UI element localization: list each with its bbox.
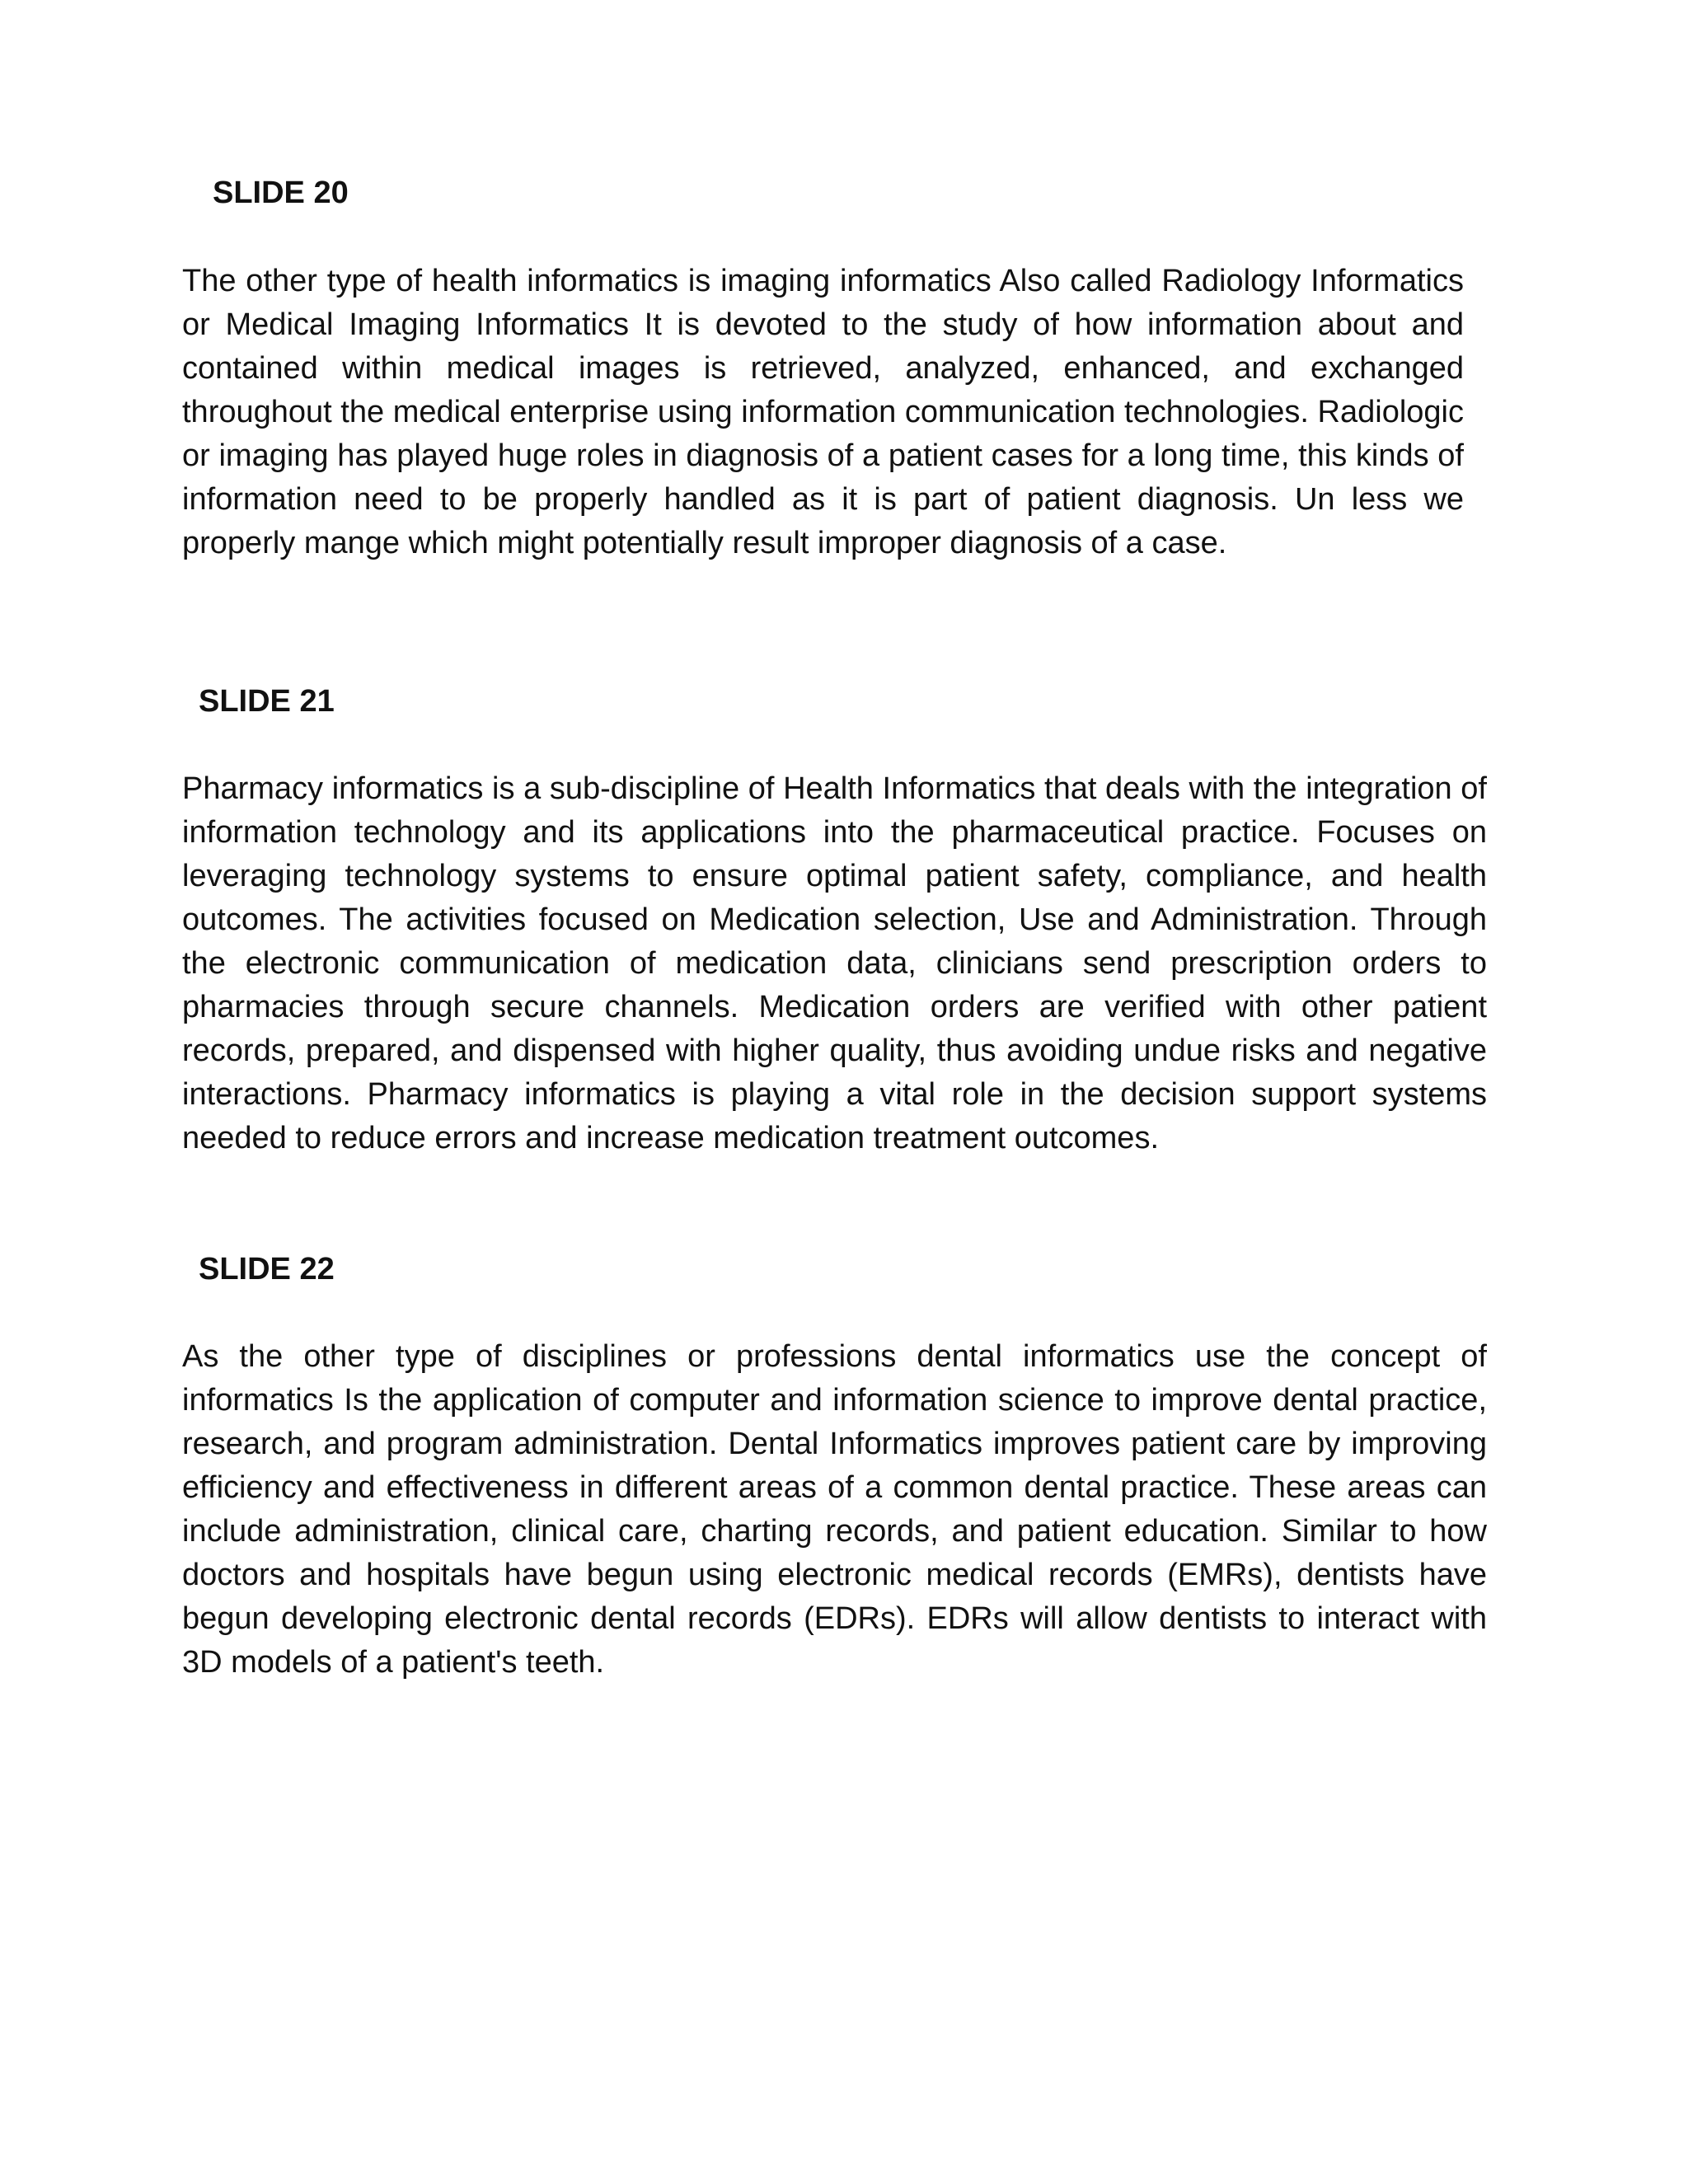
slide-21-paragraph: Pharmacy informatics is a sub-discipline of Health Informatics that deals with the integration of information technology and its applications into the pharmaceutical practice. Focuses on leveraging technology systems to ensure optimal patient safety, compliance, and health outcomes. The activities focused on Medication selection, Use and Administration. Through the electronic communication of medication data, clinicians send prescription orders to pharmacies through secure channels. Medication orders are verified with other patient records, prepared, and dispensed with higher quality, thus avoiding undue risks and negative interactions. Pharmacy informatics is playing a vital role in the decision support systems needed to reduce errors and increase medication treatment outcomes. — [182, 771, 1487, 1155]
slide-22-heading: SLIDE 22 — [199, 1252, 335, 1286]
slide-20-heading: SLIDE 20 — [213, 176, 349, 210]
slide-20-paragraph: The other type of health informatics is imaging informatics Also called Radiology Informatics or Medical Imaging Informatics It is devoted to the study of how information about and contained within medical images is retrieved, analyzed, enhanced, and exchanged throughout the medical enterprise using information communication technologies. Radiologic or imaging has played huge roles in diagnosis of a patient cases for a long time, this kinds of information need to be properly handled as it is part of patient diagnosis. Un less we properly mange which might potentially result improper diagnosis of a case. — [182, 264, 1464, 560]
slide-22-paragraph: As the other type of disciplines or professions dental informatics use the concept of informatics Is the application of computer and information science to improve dental practice, research, and program administration. Dental Informatics improves patient care by improving efficiency and effectiveness in different areas of a common dental practice. These areas can include administration, clinical care, charting records, and patient education. Similar to how doctors and hospitals have begun using electronic medical records (EMRs), dentists have begun developing electronic dental records (EDRs). EDRs will allow dentists to interact with 3D models of a patient's teeth. — [182, 1339, 1487, 1680]
slide-21-heading: SLIDE 21 — [199, 684, 335, 719]
